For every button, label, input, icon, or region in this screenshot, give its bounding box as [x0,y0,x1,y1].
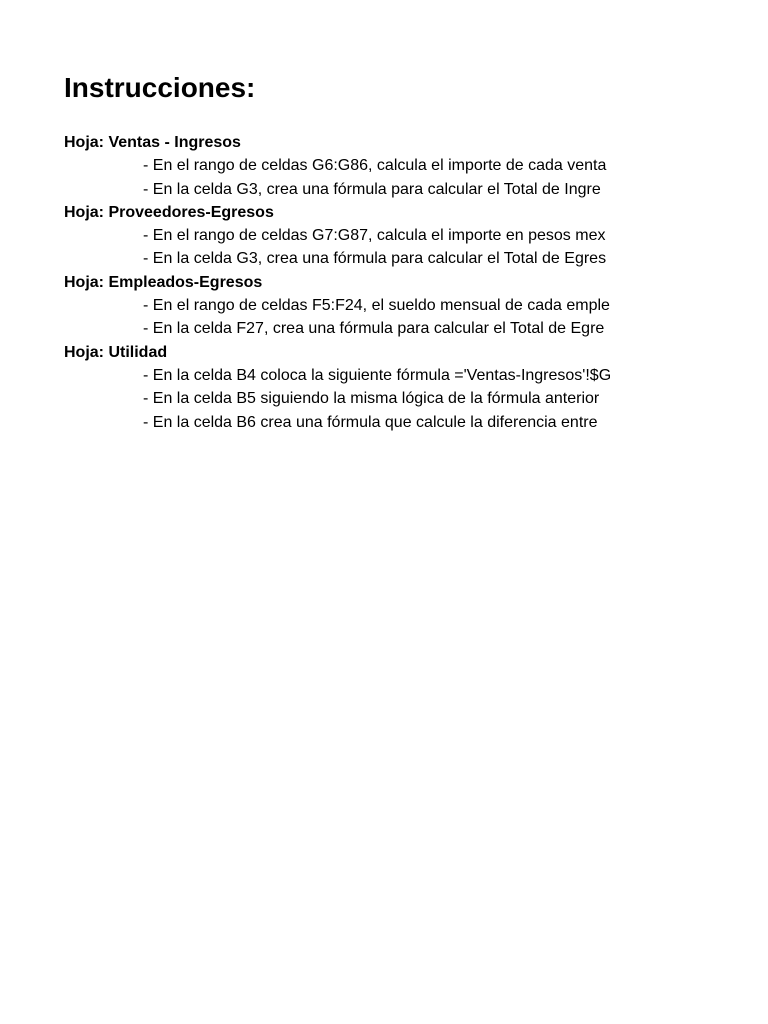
instruction-item: - En el rango de celdas F5:F24, el sueldo mensual de cada emple [143,297,610,315]
instruction-item: - En la celda F27, crea una fórmula para calcular el Total de Egre [143,320,605,338]
instruction-item: - En la celda B4 coloca la siguiente fórmula ='Ventas-Ingresos'!$G [143,366,612,384]
sheet-heading-empleados-egresos: Hoja: Empleados-Egresos [64,273,263,291]
instructions-list [64,131,648,434]
instruction-item: - En la celda B6 crea una fórmula que calcule la diferencia entre [143,413,598,431]
instruction-item: - En el rango de celdas G6:G86, calcula el importe de cada venta [143,157,607,175]
sheet-heading-ventas-ingresos: Hoja: Ventas - Ingresos [64,134,241,151]
instruction-item: - En la celda G3, crea una fórmula para calcular el Total de Egres [143,250,607,268]
sheet-heading-proveedores-egresos: Hoja: Proveedores-Egresos [64,203,274,221]
page-title: Instrucciones: [64,72,256,103]
sheet-heading-utilidad: Hoja: Utilidad [64,343,168,361]
instruction-item: - En la celda G3, crea una fórmula para calcular el Total de Ingre [143,180,601,198]
instruction-item: - En el rango de celdas G7:G87, calcula el importe en pesos mex [143,227,606,245]
instruction-item: - En la celda B5 siguiendo la misma lógica de la fórmula anterior [143,390,600,408]
